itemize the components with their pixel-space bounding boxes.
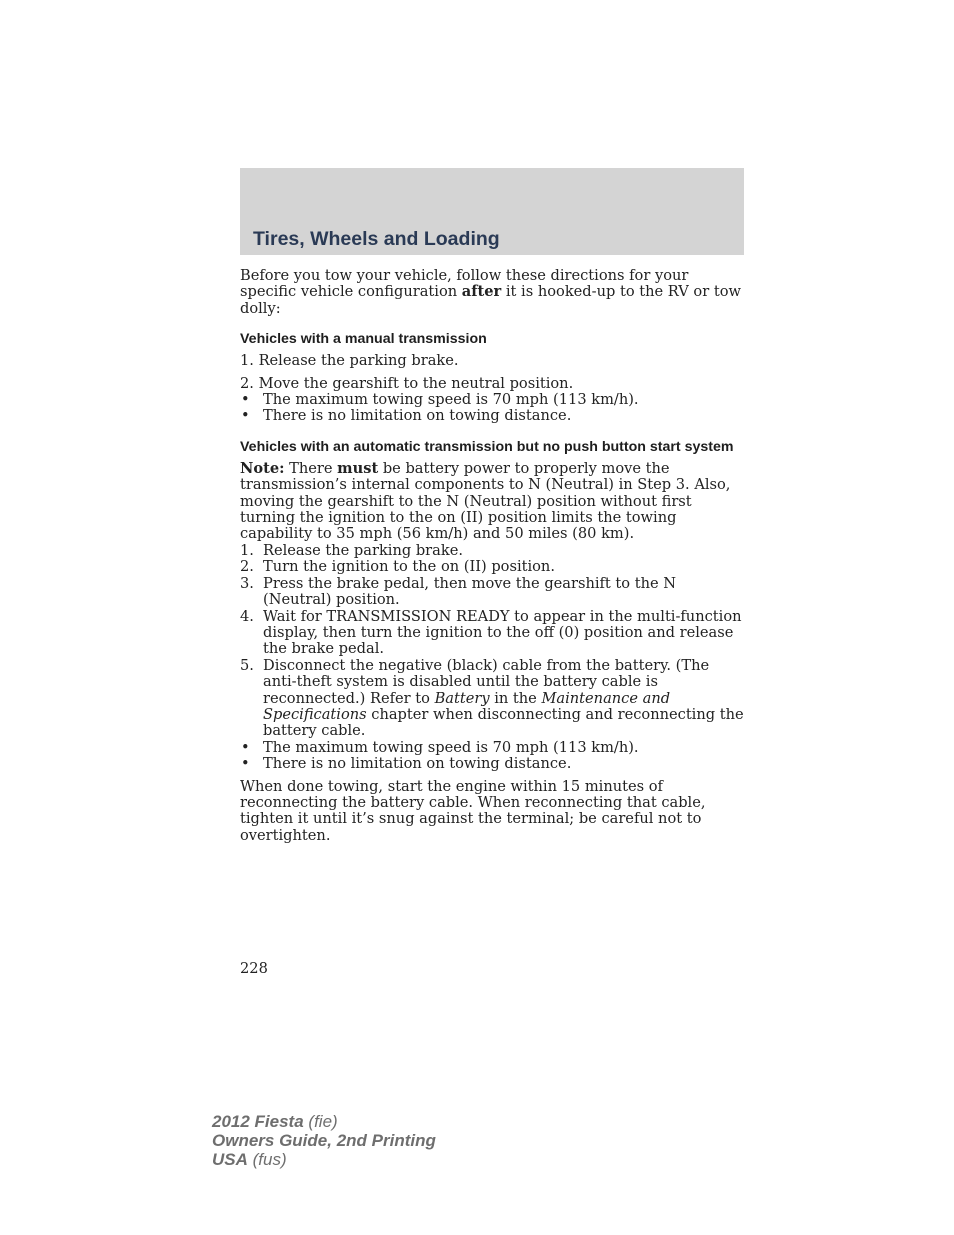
list-item: • There is no limitation on towing distance. xyxy=(241,407,572,425)
section-title: Tires, Wheels and Loading xyxy=(253,228,500,250)
intro-emphasis: after xyxy=(461,283,502,301)
footer-model-line: 2012 Fiesta (fie) xyxy=(212,1112,338,1131)
battery-reference: Battery xyxy=(434,689,490,707)
list-item: • There is no limitation on towing distance. xyxy=(241,755,572,773)
list-item: 1. Release the parking brake. xyxy=(240,541,463,559)
list-item: 2. Turn the ignition to the on (II) position. xyxy=(240,558,555,576)
automatic-bullet-list xyxy=(240,740,744,773)
footer-guide-line: Owners Guide, 2nd Printing xyxy=(212,1131,436,1150)
bullet-icon: • xyxy=(241,755,250,773)
list-item: • The maximum towing speed is 70 mph (113 km/h). xyxy=(241,738,639,756)
automatic-transmission-heading: Vehicles with an automatic transmission but no push button start system xyxy=(240,438,734,455)
intro-paragraph: Before you tow your vehicle, follow these directions for your specific vehicle configuration after it is hooked-up to the RV or tow dolly: xyxy=(240,267,741,317)
list-item: 4. Wait for TRANSMISSION READY to appear in the multi-function display, then turn the ignition to the off (0) position and release the brake pedal. xyxy=(240,607,742,658)
closing-paragraph: When done towing, start the engine within 15 minutes of reconnecting the battery cable. When reconnecting that cable, tighten it until it’s snug against the terminal; be careful not to overtighten. xyxy=(240,777,706,844)
manual-transmission-heading: Vehicles with a manual transmission xyxy=(240,331,487,348)
section-header-band xyxy=(240,168,744,255)
bullet-icon: • xyxy=(241,407,250,425)
manual-bullet-list xyxy=(240,392,744,425)
list-item: 3. Press the brake pedal, then move the gearshift to the N (Neutral) position. xyxy=(240,574,677,609)
footer-market-line: USA (fus) xyxy=(212,1150,287,1169)
list-item: 5. Disconnect the negative (black) cable from the battery. (The anti-theft system is disabled until the battery cable is reconnected.) Refer to Battery in the Maintenance and Specifications chapter when disconnecting and reconnecting the battery cable. xyxy=(240,656,744,740)
manual-step-2: 2. Move the gearshift to the neutral position. xyxy=(240,374,574,392)
bullet-icon: • xyxy=(241,391,250,409)
chapter-reference: Maintenance and Specifications xyxy=(263,689,671,723)
note-emphasis: must xyxy=(337,459,379,477)
note-label: Note: xyxy=(240,459,285,477)
bullet-icon: • xyxy=(241,738,250,756)
manual-step-1: 1. Release the parking brake. xyxy=(240,352,459,370)
document-footer xyxy=(212,1112,436,1169)
note-paragraph: Note: There must be battery power to properly move the transmission’s internal components to N (Neutral) in Step 3. Also, moving the gearshift to the N (Neutral) position without first turning the ignition to the on (II) position limits the towing capability to 35 mph (56 km/h) and 50 miles (80 km). xyxy=(240,459,731,543)
page-number: 228 xyxy=(240,960,268,977)
automatic-steps-list xyxy=(240,543,744,740)
page-content xyxy=(240,268,744,844)
list-item: • The maximum towing speed is 70 mph (113 km/h). xyxy=(241,391,639,409)
